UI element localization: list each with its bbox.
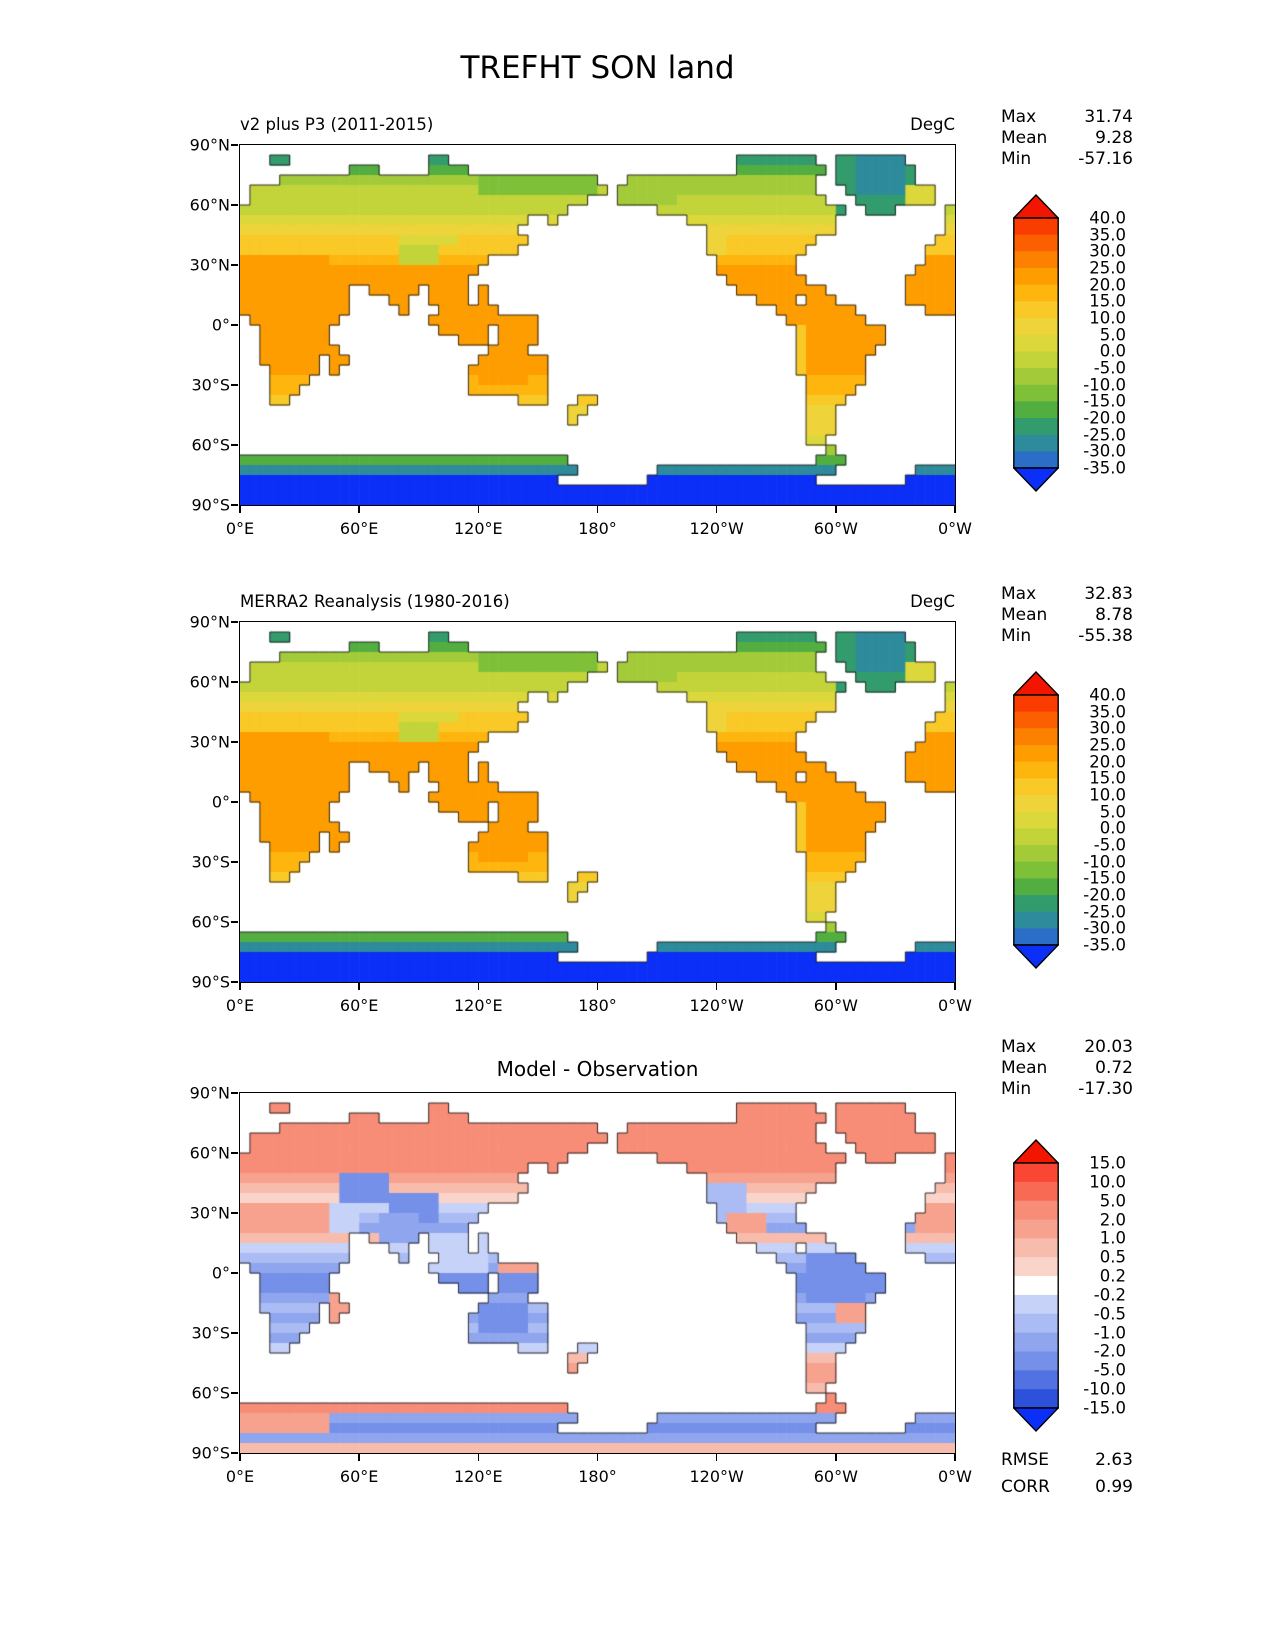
mean-label: Mean	[1001, 128, 1048, 148]
colorbar-tick-label: -15.0	[1083, 868, 1126, 888]
lon-tick-label: 60°W	[813, 1467, 858, 1486]
colorbar-tick-label: -1.0	[1093, 1323, 1126, 1343]
lat-tick-label: 90°S	[191, 1443, 230, 1463]
panel-0-stats	[1001, 107, 1133, 170]
panel-1-header	[240, 592, 955, 611]
colorbar-tick-label: -5.0	[1093, 358, 1126, 378]
colorbar-tick-label: -15.0	[1083, 391, 1126, 411]
lat-tick-label: 90°S	[191, 495, 230, 515]
mean-value: 0.72	[1095, 1058, 1133, 1078]
colorbar-svg	[1013, 671, 1059, 969]
lat-tickmark	[231, 801, 238, 803]
lat-tickmark	[231, 621, 238, 623]
lat-tick-label: 60°S	[191, 1383, 230, 1403]
lat-tickmark	[231, 324, 238, 326]
colorbar-tick-label: -5.0	[1093, 835, 1126, 855]
lat-tickmark	[231, 204, 238, 206]
panel-2-colorbar-labels	[1062, 1153, 1126, 1418]
panel-0-temperature-map-canvas	[240, 145, 955, 505]
colorbar-tick-label: -10.0	[1083, 1379, 1126, 1399]
lon-tick-label: 60°W	[813, 519, 858, 538]
colorbar-tick-label: 40.0	[1089, 208, 1126, 228]
corr-value: 0.99	[1095, 1477, 1133, 1497]
lon-tickmark	[716, 1454, 718, 1461]
lon-tick-label: 0°E	[225, 1467, 255, 1486]
colorbar-tick-label: 20.0	[1089, 752, 1126, 772]
lat-tickmark	[231, 861, 238, 863]
lon-tickmark	[597, 506, 599, 513]
rmse-label: RMSE	[1001, 1450, 1050, 1470]
lat-tick-label: 60°N	[189, 1143, 230, 1163]
colorbar-tick-label: 10.0	[1089, 1172, 1126, 1192]
min-value: -17.30	[1078, 1079, 1133, 1099]
colorbar-tick-label: 0.0	[1099, 818, 1126, 838]
panel-0-colorbar-labels	[1062, 208, 1126, 478]
panel-0-colorbar	[1013, 194, 1059, 496]
panel-2-title: Model - Observation	[496, 1057, 699, 1081]
colorbar-tick-label: 15.0	[1089, 768, 1126, 788]
panel-1-title: MERRA2 Reanalysis (1980-2016)	[240, 592, 510, 611]
colorbar-tick-label: 15.0	[1089, 1153, 1126, 1173]
lon-tick-label: 0°E	[225, 519, 255, 538]
lon-tickmark	[835, 506, 837, 513]
lon-tick-label: 120°W	[689, 996, 744, 1015]
lon-tick-label: 0°W	[938, 519, 972, 538]
colorbar-tick-label: -0.5	[1093, 1304, 1126, 1324]
lat-tick-label: 30°S	[191, 375, 230, 395]
colorbar-tick-label: 0.0	[1099, 341, 1126, 361]
colorbar-tick-label: -35.0	[1083, 935, 1126, 955]
lon-tick-label: 120°E	[454, 519, 503, 538]
colorbar-tick-label: -0.2	[1093, 1285, 1126, 1305]
lat-tickmark	[231, 741, 238, 743]
mean-value: 8.78	[1095, 605, 1133, 625]
colorbar-tick-label: 2.0	[1099, 1210, 1126, 1230]
colorbar-tick-label: -2.0	[1093, 1341, 1126, 1361]
lon-tick-label: 180°	[578, 1467, 617, 1486]
lon-tickmark	[597, 1454, 599, 1461]
min-value: -55.38	[1078, 626, 1133, 646]
colorbar-tick-label: 10.0	[1089, 308, 1126, 328]
panel-2-lon-axis	[225, 1467, 972, 1487]
lat-tickmark	[231, 1452, 238, 1454]
panel-1-colorbar-labels	[1062, 685, 1126, 955]
mean-value: 9.28	[1095, 128, 1133, 148]
panel-2-colorbar	[1013, 1139, 1059, 1436]
panel-0-lon-axis	[225, 519, 972, 539]
colorbar-tick-label: 0.2	[1099, 1266, 1126, 1286]
lon-tick-label: 0°E	[225, 996, 255, 1015]
lon-tickmark	[358, 506, 360, 513]
lon-tick-label: 60°E	[339, 1467, 379, 1486]
figure-title: TREFHT SON land	[460, 50, 735, 86]
lon-tickmark	[597, 983, 599, 990]
lon-tickmark	[478, 983, 480, 990]
colorbar-tick-label: 25.0	[1089, 735, 1126, 755]
lat-tickmark	[231, 504, 238, 506]
panel-2-lat-axis	[150, 1083, 230, 1463]
colorbar-svg	[1013, 1139, 1059, 1432]
colorbar-tick-label: -30.0	[1083, 918, 1126, 938]
mean-label: Mean	[1001, 605, 1048, 625]
panel-2-lat-ticks	[231, 1093, 239, 1453]
mean-label: Mean	[1001, 1058, 1048, 1078]
lon-tick-label: 0°W	[938, 1467, 972, 1486]
lat-tick-label: 90°N	[189, 1083, 230, 1103]
lon-tickmark	[716, 506, 718, 513]
panel-0-lat-ticks	[231, 145, 239, 505]
lat-tick-label: 30°S	[191, 852, 230, 872]
colorbar-tick-label: -15.0	[1083, 1398, 1126, 1418]
lat-tickmark	[231, 1332, 238, 1334]
lat-tick-label: 0°	[211, 792, 230, 812]
lat-tick-label: 0°	[211, 1263, 230, 1283]
lon-tick-label: 120°E	[454, 996, 503, 1015]
lon-tick-label: 180°	[578, 996, 617, 1015]
lon-tick-label: 60°E	[339, 519, 379, 538]
max-label: Max	[1001, 107, 1037, 127]
lat-tickmark	[231, 144, 238, 146]
lat-tick-label: 60°S	[191, 435, 230, 455]
panel-1-colorbar	[1013, 671, 1059, 973]
lat-tickmark	[231, 921, 238, 923]
colorbar-tick-label: -20.0	[1083, 408, 1126, 428]
lat-tickmark	[231, 264, 238, 266]
lat-tick-label: 30°N	[189, 1203, 230, 1223]
lon-tickmark	[239, 983, 241, 990]
colorbar-tick-label: -20.0	[1083, 885, 1126, 905]
colorbar-tick-label: 35.0	[1089, 225, 1126, 245]
colorbar-tick-label: 40.0	[1089, 685, 1126, 705]
lat-tickmark	[231, 444, 238, 446]
colorbar-tick-label: 15.0	[1089, 291, 1126, 311]
panel-1-stats	[1001, 584, 1133, 647]
panel-1-lon-axis	[225, 996, 972, 1016]
lon-tick-label: 60°W	[813, 996, 858, 1015]
panel-2-difference-map-canvas	[240, 1093, 955, 1453]
min-value: -57.16	[1078, 149, 1133, 169]
corr-label: CORR	[1001, 1477, 1050, 1497]
lat-tick-label: 90°S	[191, 972, 230, 992]
max-value: 31.74	[1084, 107, 1133, 127]
lon-tickmark	[478, 1454, 480, 1461]
lat-tickmark	[231, 1152, 238, 1154]
colorbar-tick-label: 10.0	[1089, 785, 1126, 805]
lat-tickmark	[231, 681, 238, 683]
lon-tick-label: 120°W	[689, 1467, 744, 1486]
lat-tick-label: 30°N	[189, 255, 230, 275]
max-value: 20.03	[1084, 1037, 1133, 1057]
lat-tickmark	[231, 1272, 238, 1274]
panel-1-lat-axis	[150, 612, 230, 992]
lon-tickmark	[239, 1454, 241, 1461]
colorbar-tick-label: 30.0	[1089, 241, 1126, 261]
lon-tick-label: 0°W	[938, 996, 972, 1015]
max-label: Max	[1001, 584, 1037, 604]
colorbar-tick-label: 0.5	[1099, 1247, 1126, 1267]
colorbar-tick-label: 35.0	[1089, 702, 1126, 722]
rmse-value: 2.63	[1095, 1450, 1133, 1470]
colorbar-tick-label: 5.0	[1099, 325, 1126, 345]
lon-tickmark	[954, 506, 956, 513]
panel-1-lon-ticks	[240, 983, 955, 991]
colorbar-tick-label: -10.0	[1083, 852, 1126, 872]
lon-tick-label: 180°	[578, 519, 617, 538]
min-label: Min	[1001, 1079, 1032, 1099]
panel-0-units: DegC	[910, 115, 955, 134]
lon-tickmark	[954, 983, 956, 990]
lat-tick-label: 60°N	[189, 195, 230, 215]
lon-tickmark	[478, 506, 480, 513]
colorbar-tick-label: 5.0	[1099, 802, 1126, 822]
min-label: Min	[1001, 149, 1032, 169]
lon-tick-label: 120°E	[454, 1467, 503, 1486]
lat-tick-label: 90°N	[189, 612, 230, 632]
colorbar-tick-label: -25.0	[1083, 902, 1126, 922]
lat-tick-label: 30°N	[189, 732, 230, 752]
panel-1-temperature-map-canvas	[240, 622, 955, 982]
lat-tickmark	[231, 384, 238, 386]
colorbar-tick-label: -35.0	[1083, 458, 1126, 478]
panel-2-metrics	[1001, 1447, 1133, 1501]
lat-tickmark	[231, 1092, 238, 1094]
colorbar-svg	[1013, 194, 1059, 492]
colorbar-tick-label: -10.0	[1083, 375, 1126, 395]
panel-2-stats	[1001, 1037, 1133, 1100]
lon-tickmark	[716, 983, 718, 990]
colorbar-tick-label: -25.0	[1083, 425, 1126, 445]
colorbar-tick-label: -30.0	[1083, 441, 1126, 461]
lon-tickmark	[835, 983, 837, 990]
lon-tick-label: 60°E	[339, 996, 379, 1015]
panel-2-lon-ticks	[240, 1454, 955, 1462]
colorbar-tick-label: 5.0	[1099, 1191, 1126, 1211]
panel-1-units: DegC	[910, 592, 955, 611]
lon-tickmark	[358, 983, 360, 990]
lon-tickmark	[954, 1454, 956, 1461]
lat-tickmark	[231, 981, 238, 983]
lat-tick-label: 90°N	[189, 135, 230, 155]
lat-tick-label: 60°S	[191, 912, 230, 932]
colorbar-tick-label: 20.0	[1089, 275, 1126, 295]
panel-0-header	[240, 115, 955, 134]
panel-1-lat-ticks	[231, 622, 239, 982]
lon-tickmark	[835, 1454, 837, 1461]
panel-0-lat-axis	[150, 135, 230, 515]
colorbar-tick-label: -5.0	[1093, 1360, 1126, 1380]
lat-tick-label: 0°	[211, 315, 230, 335]
colorbar-tick-label: 25.0	[1089, 258, 1126, 278]
min-label: Min	[1001, 626, 1032, 646]
max-label: Max	[1001, 1037, 1037, 1057]
max-value: 32.83	[1084, 584, 1133, 604]
panel-0-title: v2 plus P3 (2011-2015)	[240, 115, 434, 134]
lon-tickmark	[358, 1454, 360, 1461]
lat-tick-label: 30°S	[191, 1323, 230, 1343]
colorbar-tick-label: 30.0	[1089, 718, 1126, 738]
lon-tickmark	[239, 506, 241, 513]
lat-tickmark	[231, 1392, 238, 1394]
lat-tick-label: 60°N	[189, 672, 230, 692]
lon-tick-label: 120°W	[689, 519, 744, 538]
lat-tickmark	[231, 1212, 238, 1214]
panel-0-lon-ticks	[240, 506, 955, 514]
colorbar-tick-label: 1.0	[1099, 1228, 1126, 1248]
